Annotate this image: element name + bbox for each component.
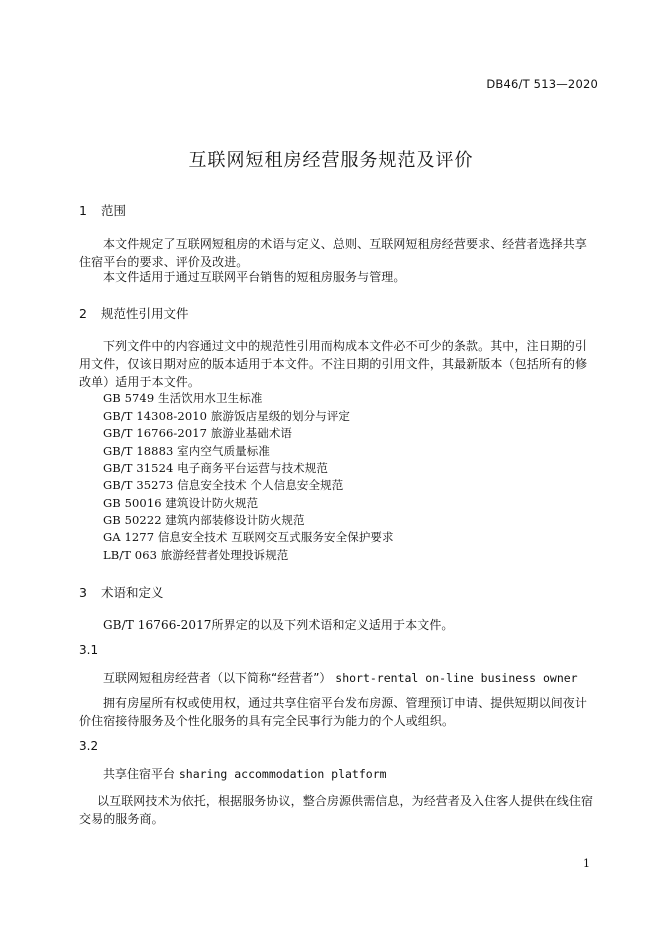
section-1-paragraph-1: 本文件规定了互联网短租房的术语与定义、总则、互联网短租房经营要求、经营者选择共享住宿平台的要求、评价及改进。 — [79, 237, 588, 269]
section-3-intro: GB/T 16766-2017所界定的以及下列术语和定义适用于本文件。 — [103, 618, 454, 632]
term-heading — [103, 669, 578, 686]
term-chinese: 互联网短租房经营者（以下简称“经营者”） — [103, 671, 332, 685]
reference-item: GB/T 16766-2017 旅游业基础术语 — [103, 426, 293, 440]
section-2-heading — [79, 304, 189, 322]
reference-item: GB 5749 生活饮用水卫生标准 — [103, 391, 263, 405]
term-chinese: 共享住宿平台 — [103, 767, 176, 781]
reference-item: GB/T 18883 室内空气质量标准 — [103, 444, 270, 458]
reference-item: LB/T 063 旅游经营者处理投诉规范 — [103, 548, 289, 562]
section-number: 3 — [79, 585, 87, 600]
section-title: 术语和定义 — [100, 585, 164, 600]
page-number: 1 — [583, 857, 590, 870]
term-english: short-rental on-line business owner — [335, 671, 578, 685]
section-3-heading — [79, 583, 164, 601]
reference-item: GA 1277 信息安全技术 互联网交互式服务安全保护要求 — [103, 530, 394, 544]
section-1-heading — [79, 201, 126, 219]
term-english: sharing accommodation platform — [178, 767, 387, 781]
section-1-paragraph-2: 本文件适用于通过互联网平台销售的短租房服务与管理。 — [103, 270, 406, 284]
section-title: 规范性引用文件 — [100, 306, 189, 321]
reference-item: GB 50016 建筑设计防火规范 — [103, 496, 259, 510]
reference-item: GB/T 35273 信息安全技术 个人信息安全规范 — [103, 478, 344, 492]
standard-number: DB46/T 513—2020 — [486, 77, 598, 91]
clause-number: 3.2 — [79, 739, 99, 753]
term-definition: 拥有房屋所有权或使用权，通过共享住宿平台发布房源、管理预订申请、提供短期以间夜计价住宿接待服务及个性化服务的具有完全民事行为能力的个人或组织。 — [79, 696, 588, 728]
term-heading — [103, 765, 387, 782]
reference-item: GB/T 14308-2010 旅游饭店星级的划分与评定 — [103, 409, 351, 423]
term-definition: 以互联网技术为依托，根据服务协议，整合房源供需信息，为经营者及入住客人提供在线住宿交易的服务商。 — [79, 794, 594, 826]
clause-number: 3.1 — [79, 643, 99, 657]
document-title: 互联网短租房经营服务规范及评价 — [188, 150, 474, 171]
reference-item: GB/T 31524 电子商务平台运营与技术规范 — [103, 461, 328, 475]
section-number: 1 — [79, 203, 87, 218]
reference-item: GB 50222 建筑内部装修设计防火规范 — [103, 513, 305, 527]
section-2-intro: 下列文件中的内容通过文中的规范性引用而构成本文件必不可少的条款。其中，注日期的引用文件，仅该日期对应的版本适用于本文件。不注日期的引用文件，其最新版本（包括所有的修改单）适用于本文件。 — [79, 339, 588, 389]
section-number: 2 — [79, 306, 87, 321]
section-title: 范围 — [100, 203, 126, 218]
